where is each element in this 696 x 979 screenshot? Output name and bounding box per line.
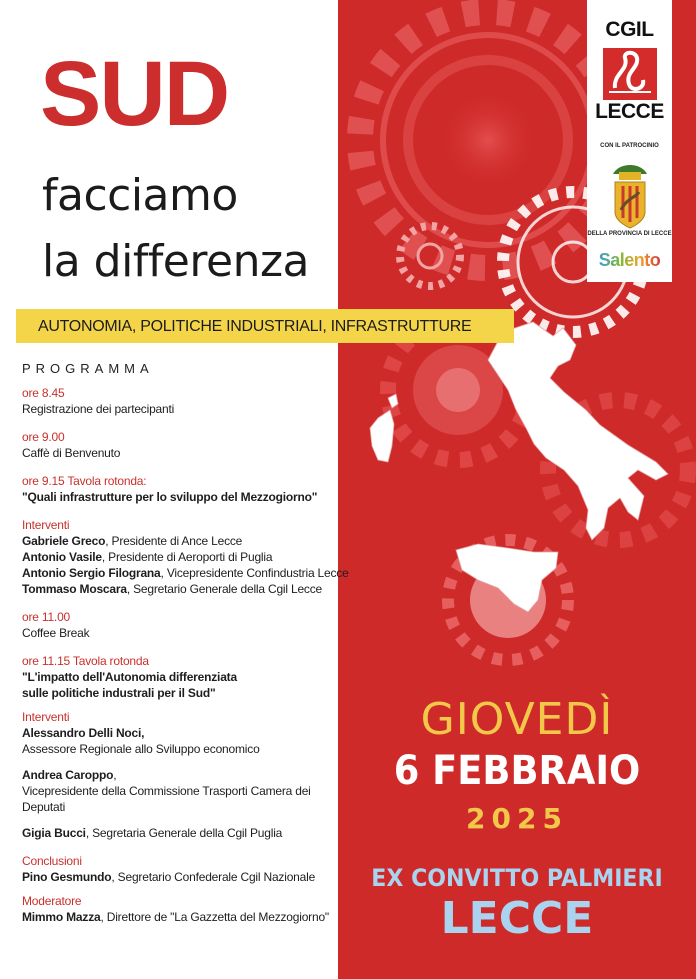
subtitle-line-2: la differenza [42,236,310,287]
speaker-line [22,581,352,597]
speaker-name: Mimmo Mazza [22,910,101,924]
speakers-block [22,709,352,841]
program-label: Moderatore [22,894,82,908]
speaker-name: Tommaso Moscara [22,582,127,596]
speaker-line [22,533,352,549]
event-year: 2025 [466,802,568,835]
program-time: ore 11.15 Tavola rotonda [22,654,149,668]
speaker-role: , Segretario Confederale Cgil Nazionale [111,870,316,884]
cgil-logo-bottom: LECCE [595,100,664,123]
program-item [22,653,352,701]
speaker-name: Alessandro Delli Noci, [22,726,145,740]
gear-large [360,12,616,268]
speaker-role: , Segretario Generale della Cgil Lecce [126,582,323,596]
speaker-role: Assessore Regionale allo Sviluppo economico [22,742,260,756]
speaker-role: , Vicepresidente Confindustria Lecce [160,566,349,580]
speaker-line [22,909,352,925]
speaker-name: Andrea Caroppo [22,768,114,782]
program-time: ore 8.45 [22,386,65,400]
program-time: ore 11.00 [22,610,71,624]
program-text: Coffee Break [22,626,90,640]
speaker-line [22,565,352,581]
theme-banner-text: AUTONOMIA, POLITICHE INDUSTRIALI, INFRASTRUTTURE [38,318,472,335]
page-title: SUD [40,43,229,145]
sponsor-logos [587,0,672,282]
cgil-logo-mark [595,44,665,104]
event-date: 6 FEBBRAIO [393,748,641,794]
program-text: Caffè di Benvenuto [22,446,121,460]
program-label: Interventi [22,710,70,724]
program-heading: PROGRAMMA [22,361,154,376]
province-label: DELLA PROVINCIA DI LECCE [587,231,672,237]
moderator-block [22,893,352,925]
program-time: ore 9.00 [22,430,65,444]
program-item [22,429,352,461]
conclusions-block [22,853,352,885]
program-text: Registrazione dei partecipanti [22,402,175,416]
program-label: Conclusioni [22,854,82,868]
italy-map [370,322,668,612]
speaker-line [22,869,352,885]
program-text: "Quali infrastrutture per lo sviluppo del Mezzogiorno" [22,490,318,504]
program-text: sulle politiche industrali per il Sud" [22,686,216,700]
speaker-line [22,549,352,565]
program-text: "L'impatto dell'Autonomia differenziata [22,670,237,684]
speaker-role: Vicepresidente della Commissione Trasporti Camera dei Deputati [22,784,311,814]
speaker-name: Antonio Sergio Filograna [22,566,161,580]
event-day: GIOVEDÌ [420,694,614,745]
program-item [22,473,352,505]
speaker-role: , Direttore de "La Gazzetta del Mezzogiorno" [100,910,329,924]
speaker-name: Gabriele Greco [22,534,106,548]
speaker-separator: , [113,768,117,782]
speaker-line [22,767,352,783]
speaker-name: Gigia Bucci [22,826,86,840]
program-list [22,385,352,925]
patronage-label: CON IL PATROCINIO [600,143,659,149]
speaker-name: Antonio Vasile [22,550,102,564]
province-crest [609,152,651,230]
program-time: ore 9.15 Tavola rotonda: [22,474,147,488]
speaker-role: , Presidente di Aeroporti di Puglia [101,550,273,564]
speaker-role: , Presidente di Ance Lecce [105,534,243,548]
program-item [22,609,352,641]
event-venue: EX CONVITTO PALMIERI [371,864,663,892]
program-item [22,385,352,417]
cgil-logo-top: CGIL [605,18,654,41]
speakers-block [22,517,352,597]
program-label: Interventi [22,518,70,532]
event-city: LECCE [440,893,594,944]
salento-logo: Salento [598,250,661,270]
speaker-role: , Segretaria Generale della Cgil Puglia [85,826,283,840]
subtitle-line-1: facciamo [42,170,238,221]
speaker-name: Pino Gesmundo [22,870,112,884]
speaker-line [22,825,352,841]
